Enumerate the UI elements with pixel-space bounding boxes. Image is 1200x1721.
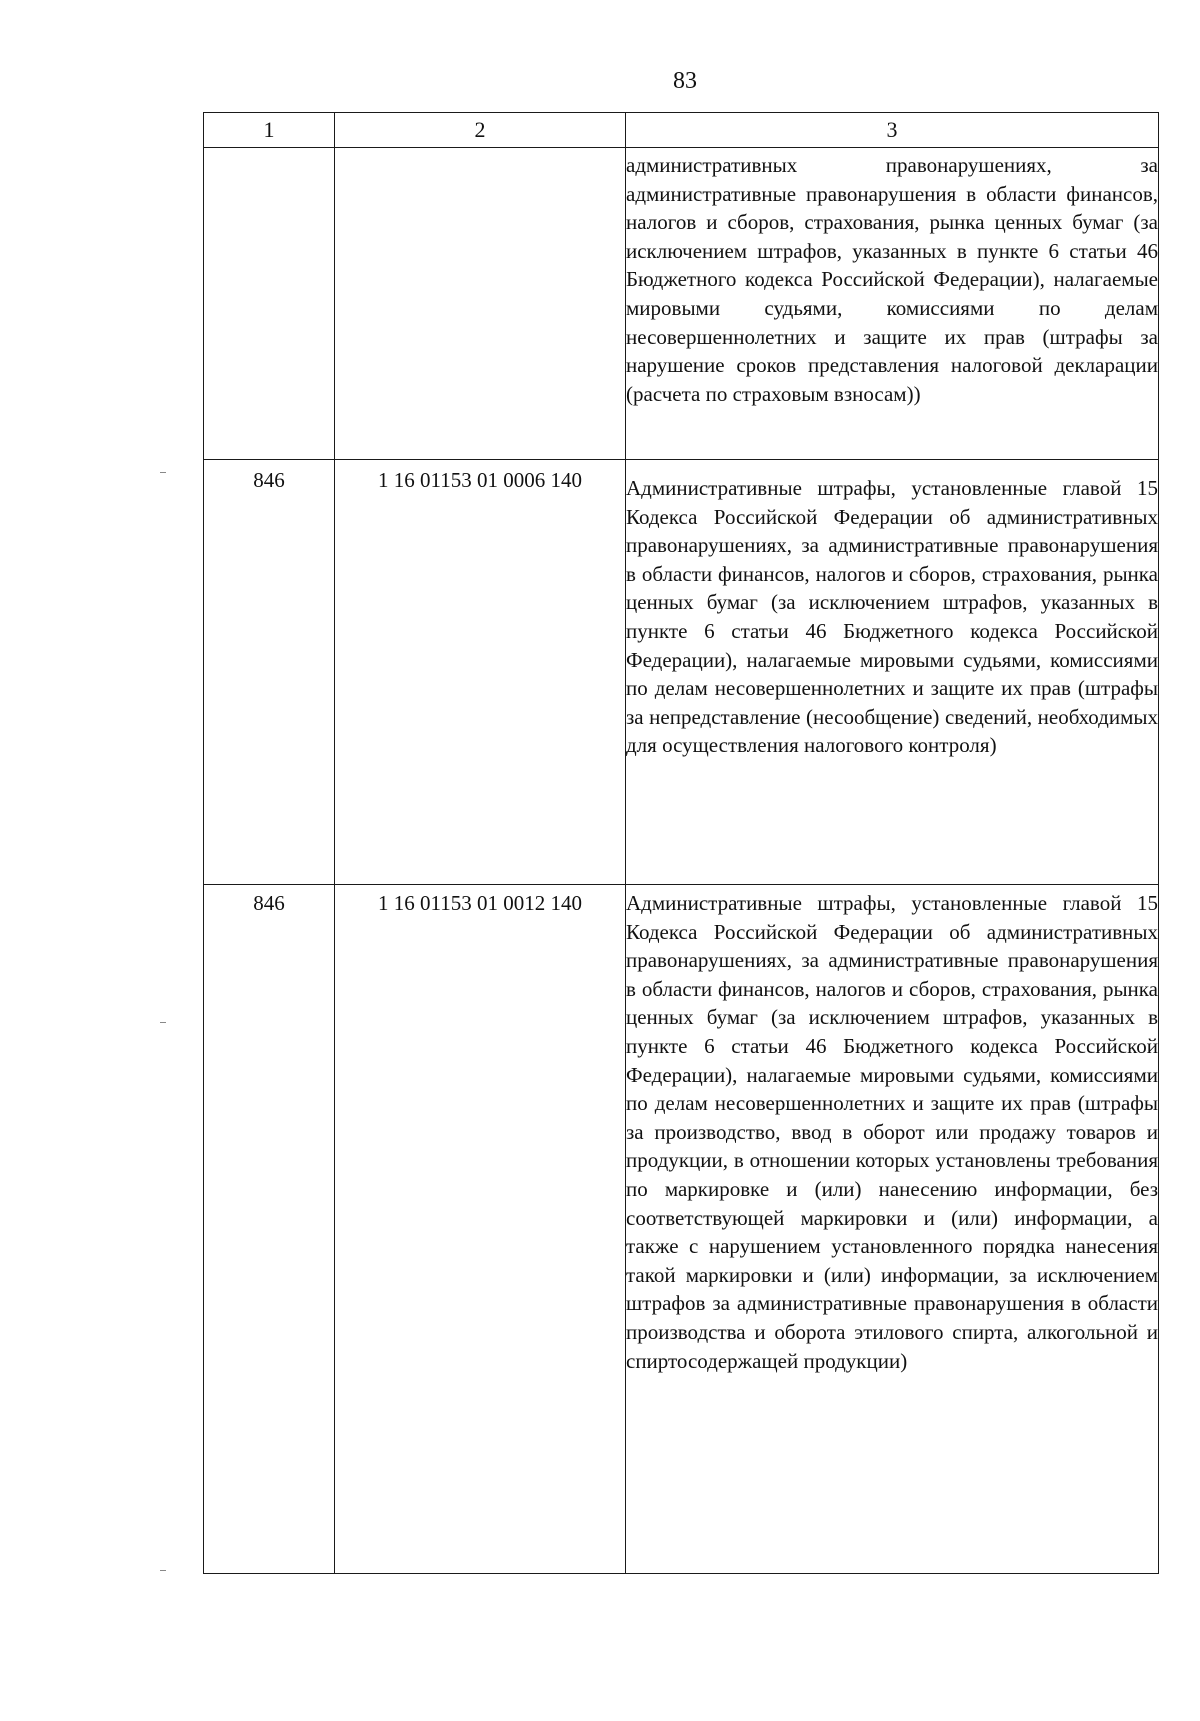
column-header-3: 3 bbox=[626, 113, 1159, 148]
margin-scan-mark bbox=[160, 1022, 166, 1023]
budget-code-cell: 1 16 01153 01 0012 140 bbox=[335, 885, 626, 1574]
column-header-2: 2 bbox=[335, 113, 626, 148]
table-header-row bbox=[204, 113, 1159, 148]
admin-code-cell: 846 bbox=[204, 460, 335, 885]
description-cell: административных правонарушениях, за административные правонарушения в области финансов, налогов и сборов, страхования, рынка ценных бумаг (за исключением штрафов, указанных в пункте 6 статьи 46 Бюджетного кодекса Российской Федерации), налагаемые мировыми судьями, комиссиями по делам несовершеннолетних и защите их прав (штрафы за нарушение сроков представления налоговой декларации (расчета по страховым взносам)) bbox=[626, 148, 1159, 460]
admin-code-cell: 846 bbox=[204, 885, 335, 1574]
description-cell: Административные штрафы, установленные главой 15 Кодекса Российской Федерации об административных правонарушениях, за административные правонарушения в области финансов, налогов и сборов, страхования, рынка ценных бумаг (за исключением штрафов, указанных в пункте 6 статьи 46 Бюджетного кодекса Российской Федерации), налагаемые мировыми судьями, комиссиями по делам несовершеннолетних и защите их прав (штрафы за непредставление (несообщение) сведений, необходимых для осуществления налогового контроля) bbox=[626, 460, 1159, 885]
budget-codes-table bbox=[203, 112, 1159, 1574]
table-row bbox=[204, 460, 1159, 885]
admin-code-cell bbox=[204, 148, 335, 460]
margin-scan-mark bbox=[160, 472, 166, 473]
page-number: 83 bbox=[673, 68, 697, 94]
budget-code-cell: 1 16 01153 01 0006 140 bbox=[335, 460, 626, 885]
table-row bbox=[204, 148, 1159, 460]
margin-scan-mark bbox=[160, 1570, 166, 1571]
budget-code-cell bbox=[335, 148, 626, 460]
description-cell: Административные штрафы, установленные главой 15 Кодекса Российской Федерации об административных правонарушениях, за административные правонарушения в области финансов, налогов и сборов, страхования, рынка ценных бумаг (за исключением штрафов, указанных в пункте 6 статьи 46 Бюджетного кодекса Российской Федерации), налагаемые мировыми судьями, комиссиями по делам несовершеннолетних и защите их прав (штрафы за производство, ввод в оборот или продажу товаров и продукции, в отношении которых установлены требования по маркировке и (или) нанесению информации, без соответствующей маркировки и (или) информации, а также с нарушением установленного порядка нанесения такой маркировки и (или) информации, за исключением штрафов за административные правонарушения в области производства и оборота этилового спирта, алкогольной и спиртосодержащей продукции) bbox=[626, 885, 1159, 1574]
table-row bbox=[204, 885, 1159, 1574]
column-header-1: 1 bbox=[204, 113, 335, 148]
